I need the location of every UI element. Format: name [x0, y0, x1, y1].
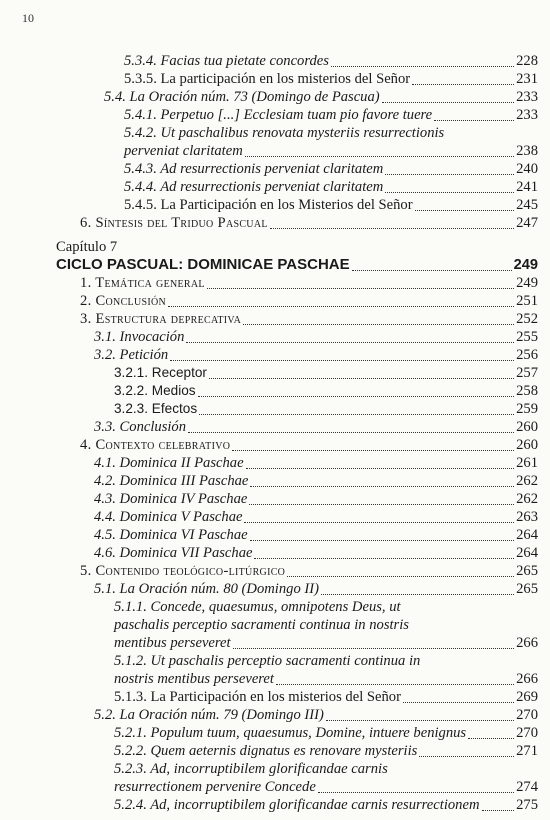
toc-page-number: 270: [516, 707, 538, 723]
toc-entry-text: 5.1.3. La Participación en los misterios del Señor: [114, 689, 401, 705]
toc-entry-text: 5.2.4. Ad, incorruptibilem glorificandae carnis resurrectionem: [114, 797, 480, 813]
toc-entry: [0, 106, 550, 124]
dot-leader: [382, 102, 514, 103]
toc-entry: [0, 88, 550, 106]
toc-page-number: 274: [516, 779, 538, 795]
toc-page-number: 263: [516, 509, 538, 525]
toc-entry-text: 4.1. Dominica II Paschae: [94, 455, 244, 471]
toc-entry-text: 3.3. Conclusión: [94, 419, 187, 435]
dot-leader: [232, 450, 514, 451]
toc-entry-text: 4.6. Dominica VII Paschae: [94, 545, 253, 561]
toc-page-number: 231: [516, 71, 538, 87]
toc-entry: [0, 346, 550, 364]
toc-page-number: 240: [516, 161, 538, 177]
dot-leader: [352, 270, 512, 271]
toc-entry: [0, 508, 550, 526]
toc-entry-text: 3.1. Invocación: [94, 329, 185, 345]
dot-leader: [270, 228, 514, 229]
toc-entry-text: 4.2. Dominica III Paschae: [94, 473, 249, 489]
toc-entry: [0, 598, 550, 652]
toc-page-number: 270: [516, 725, 538, 741]
toc-entry-text: 5.1.1. Concede, quaesumus, omnipotens Deus, ut paschalis perceptio sacramenti continua in nostris mentibus perseveret: [114, 599, 409, 651]
toc-entry-text: 5.4.4. Ad resurrectionis perveniat claritatem: [124, 179, 384, 195]
dot-leader: [468, 738, 514, 739]
toc-page-number: 238: [516, 143, 538, 159]
dot-leader: [246, 468, 515, 469]
dot-leader: [419, 756, 514, 757]
toc-entry: [0, 160, 550, 178]
toc-page-number: 265: [516, 581, 538, 597]
toc-entry-text: 1. Temática general: [80, 275, 205, 291]
toc-entry-text: 6. Síntesis del Triduo Pascual: [80, 215, 268, 231]
toc-page-number: 257: [516, 365, 538, 381]
toc-entry-text: 5.2. La Oración núm. 79 (Domingo III): [94, 707, 324, 723]
toc-entry-text: 5.2.3. Ad, incorruptibilem glorificandae carnis resurrectionem pervenire Concede: [114, 761, 388, 795]
toc-entry: [0, 418, 550, 436]
toc-entry-text: 5.4.5. La Participación en los Misterios del Señor: [124, 197, 413, 213]
toc-entry: [0, 124, 550, 160]
dot-leader: [249, 504, 514, 505]
table-of-contents: [0, 52, 550, 814]
dot-leader: [198, 396, 515, 397]
toc-page-number: 256: [516, 347, 538, 363]
page-number: 10: [22, 11, 34, 25]
toc-page-number: 261: [516, 455, 538, 471]
toc-entry: [0, 796, 550, 814]
toc-entry-text: 3.2.2. Medios: [114, 383, 196, 398]
dot-leader: [412, 84, 514, 85]
toc-entry: [0, 292, 550, 310]
dot-leader: [403, 702, 514, 703]
toc-entry-text: 4.5. Dominica VI Paschae: [94, 527, 248, 543]
toc-entry: [0, 196, 550, 214]
toc-entry: [0, 652, 550, 688]
toc-page-number: 260: [516, 419, 538, 435]
toc-entry-text: 3.2.3. Efectos: [114, 401, 198, 416]
toc-page-number: 249: [516, 275, 538, 291]
toc-entry: [0, 490, 550, 508]
dot-leader: [254, 558, 514, 559]
toc-entry: [0, 400, 550, 418]
toc-entry-text: 5.4.3. Ad resurrectionis perveniat claritatem: [124, 161, 384, 177]
toc-entry: [0, 472, 550, 490]
toc-page-number: 271: [516, 743, 538, 759]
toc-entry-text: 4.3. Dominica IV Paschae: [94, 491, 248, 507]
dot-leader: [287, 576, 514, 577]
toc-entry-text: 5.1. La Oración núm. 80 (Domingo II): [94, 581, 319, 597]
toc-entry: [0, 382, 550, 400]
toc-page-number: 228: [516, 53, 538, 69]
toc-entry: [0, 328, 550, 346]
dot-leader: [188, 432, 514, 433]
toc-entry-text: 3.2. Petición: [94, 347, 169, 363]
toc-entry: [0, 52, 550, 70]
dot-leader: [243, 324, 514, 325]
dot-leader: [233, 648, 515, 649]
toc-entry-text: 5.1.2. Ut paschalis perceptio sacramenti continua in nostris mentibus perseveret: [114, 653, 421, 687]
dot-leader: [326, 720, 514, 721]
dot-leader: [276, 684, 514, 685]
toc-entry: [0, 688, 550, 706]
toc-entry-text: 5.3.5. La participación en los misterios del Señor: [124, 71, 411, 87]
toc-entry: [0, 364, 550, 382]
dot-leader: [415, 210, 515, 211]
toc-entry-text: 5.4.2. Ut paschalibus renovata mysteriis resurrectionis perveniat claritatem: [124, 125, 445, 159]
toc-entry: [0, 706, 550, 724]
toc-page-number: 262: [516, 491, 538, 507]
toc-entry: [0, 526, 550, 544]
toc-page-number: 251: [516, 293, 538, 309]
toc-entry: [0, 724, 550, 742]
toc-entry: [0, 310, 550, 328]
toc-page-number: 264: [516, 545, 538, 561]
dot-leader: [168, 306, 514, 307]
toc-entry: [0, 454, 550, 472]
toc-page-number: 260: [516, 437, 538, 453]
toc-entry-text: 5.2.2. Quem aeternis dignatus es renovare mysteriis: [114, 743, 418, 759]
toc-entry: [0, 274, 550, 292]
toc-page-number: 249: [513, 257, 538, 273]
chapter-title: [0, 256, 550, 274]
toc-entry: [0, 562, 550, 580]
toc-page-number: 233: [516, 107, 538, 123]
dot-leader: [385, 174, 514, 175]
toc-page-number: 245: [516, 197, 538, 213]
dot-leader: [482, 810, 515, 811]
toc-page-number: 266: [516, 671, 538, 687]
dot-leader: [209, 378, 514, 379]
chapter-label: [0, 238, 550, 256]
toc-entry-text: 4.4. Dominica V Paschae: [94, 509, 243, 525]
toc-page-number: 252: [516, 311, 538, 327]
toc-entry: [0, 214, 550, 232]
toc-entry: [0, 178, 550, 196]
toc-entry-text: 3.2.1. Receptor: [114, 365, 207, 380]
dot-leader: [331, 66, 514, 67]
dot-leader: [199, 414, 514, 415]
toc-page-number: 275: [516, 797, 538, 813]
toc-entry-text: CICLO PASCUAL: DOMINICAE PASCHAE: [56, 256, 350, 273]
dot-leader: [321, 594, 514, 595]
toc-entry: [0, 760, 550, 796]
toc-page-number: 269: [516, 689, 538, 705]
dot-leader: [245, 156, 514, 157]
toc-entry: [0, 436, 550, 454]
toc-entry-text: 5.3.4. Facias tua pietate concordes: [124, 53, 329, 69]
toc-page-number: 258: [516, 383, 538, 399]
dot-leader: [250, 540, 515, 541]
toc-page-number: 264: [516, 527, 538, 543]
dot-leader: [186, 342, 514, 343]
dot-leader: [385, 192, 514, 193]
toc-page-number: 266: [516, 635, 538, 651]
toc-page-number: 241: [516, 179, 538, 195]
toc-entry-text: 4. Contexto celebrativo: [80, 437, 231, 453]
toc-entry: [0, 70, 550, 88]
dot-leader: [250, 486, 514, 487]
toc-entry-text: 5.4. La Oración núm. 73 (Domingo de Pascua): [104, 89, 380, 105]
toc-entry-text: 2. Conclusión: [80, 293, 167, 309]
toc-entry-text: 5.4.1. Perpetuo [...] Ecclesiam tuam pio favore tuere: [124, 107, 433, 123]
toc-entry: [0, 544, 550, 562]
toc-page-number: 247: [516, 215, 538, 231]
dot-leader: [207, 288, 514, 289]
toc-entry: [0, 580, 550, 598]
toc-page-number: 259: [516, 401, 538, 417]
toc-entry-text: 5.2.1. Populum tuum, quaesumus, Domine, intuere benignus: [114, 725, 467, 741]
chapter-label-text: Capítulo 7: [56, 239, 118, 255]
toc-page-number: 255: [516, 329, 538, 345]
toc-page-number: 262: [516, 473, 538, 489]
toc-page-number: 233: [516, 89, 538, 105]
toc-entry-text: 3. Estructura deprecativa: [80, 311, 242, 327]
dot-leader: [434, 120, 514, 121]
dot-leader: [170, 360, 514, 361]
toc-page-number: 265: [516, 563, 538, 579]
toc-entry-text: 5. Contenido teológico-litúrgico: [80, 563, 286, 579]
toc-entry: [0, 742, 550, 760]
dot-leader: [318, 792, 514, 793]
dot-leader: [244, 522, 514, 523]
